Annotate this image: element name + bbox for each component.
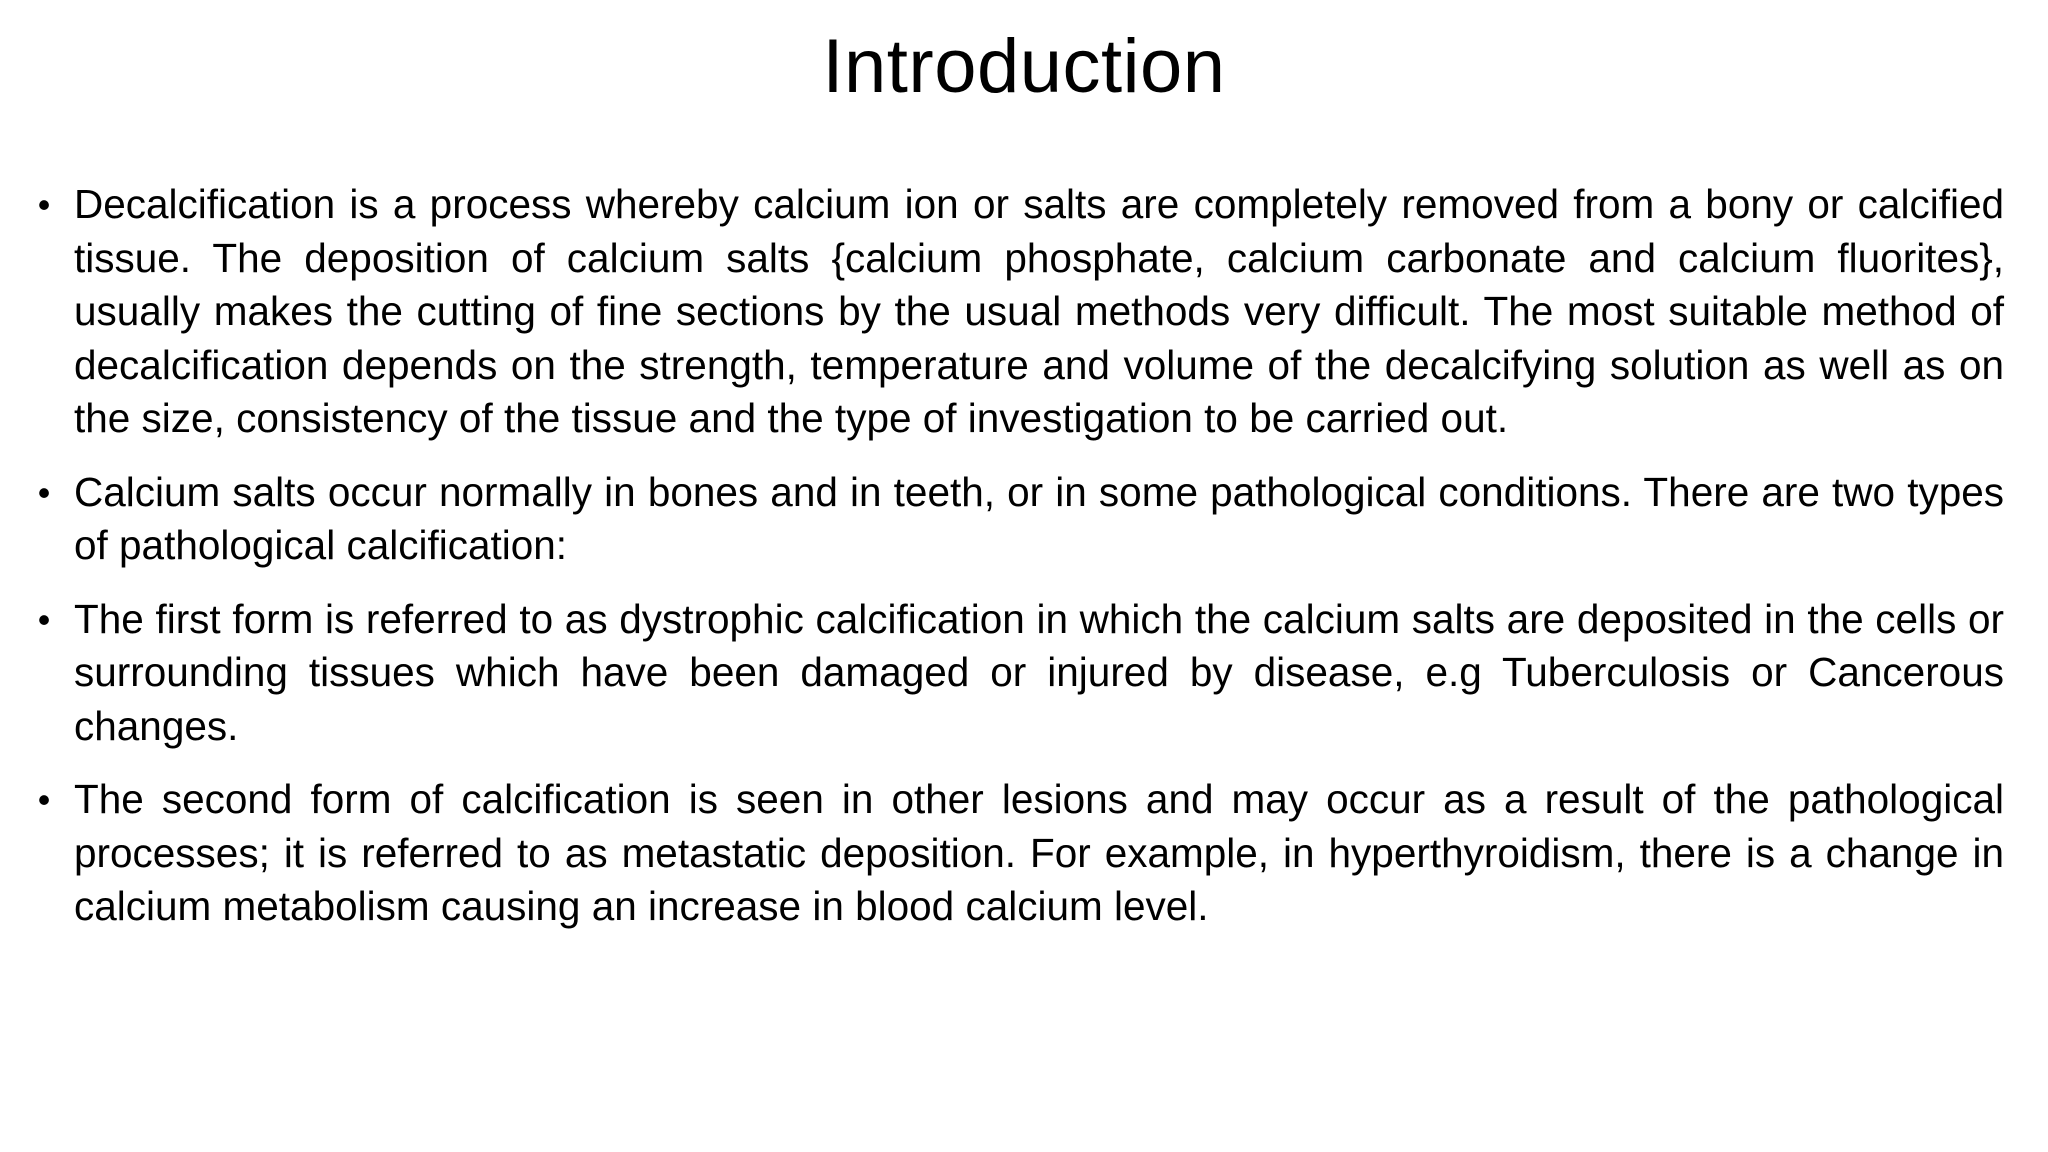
bullet-item-4 bbox=[37, 773, 2004, 934]
bullet-dot-icon: • bbox=[37, 598, 51, 640]
bullet-dot-icon: • bbox=[37, 184, 51, 225]
bullet-text: Decalcification is a process whereby calcium ion or salts are completely removed from a bony or calcified tissue. The deposition of calcium salts {calcium phosphate, calcium carbonate and calcium fluorites}, usually makes the cutting of fine sections by the usual methods very difficult. The most suitable method of decalcification depends on the strength, temperature and volume of the decalcifying solution as well as on the size, consistency of the tissue and the type of investigation to be carried out. bbox=[74, 181, 2004, 441]
bullet-item-1 bbox=[37, 178, 2004, 446]
bullet-item-2 bbox=[37, 466, 2004, 573]
slide-title: Introduction bbox=[822, 24, 1226, 109]
bullet-text: The second form of calcification is seen in other lesions and may occur as a result of the pathological processes; it is referred to as metastatic deposition. For example, in hyperthyroidism, there is a change in calcium metabolism causing an increase in blood calcium level. bbox=[74, 776, 2004, 929]
bullet-item-3 bbox=[37, 593, 2004, 754]
bullet-dot-icon: • bbox=[37, 471, 51, 513]
bullet-text: The first form is referred to as dystrophic calcification in which the calcium salts are deposited in the cells or surrounding tissues which have been damaged or injured by disease, e.g Tuberculosis or Cancerous changes. bbox=[74, 595, 2004, 749]
bullet-list bbox=[37, 178, 2004, 954]
bullet-dot-icon: • bbox=[37, 779, 51, 820]
bullet-text: Calcium salts occur normally in bones and in teeth, or in some pathological conditions. There are two types of pathological calcification: bbox=[74, 468, 2004, 568]
